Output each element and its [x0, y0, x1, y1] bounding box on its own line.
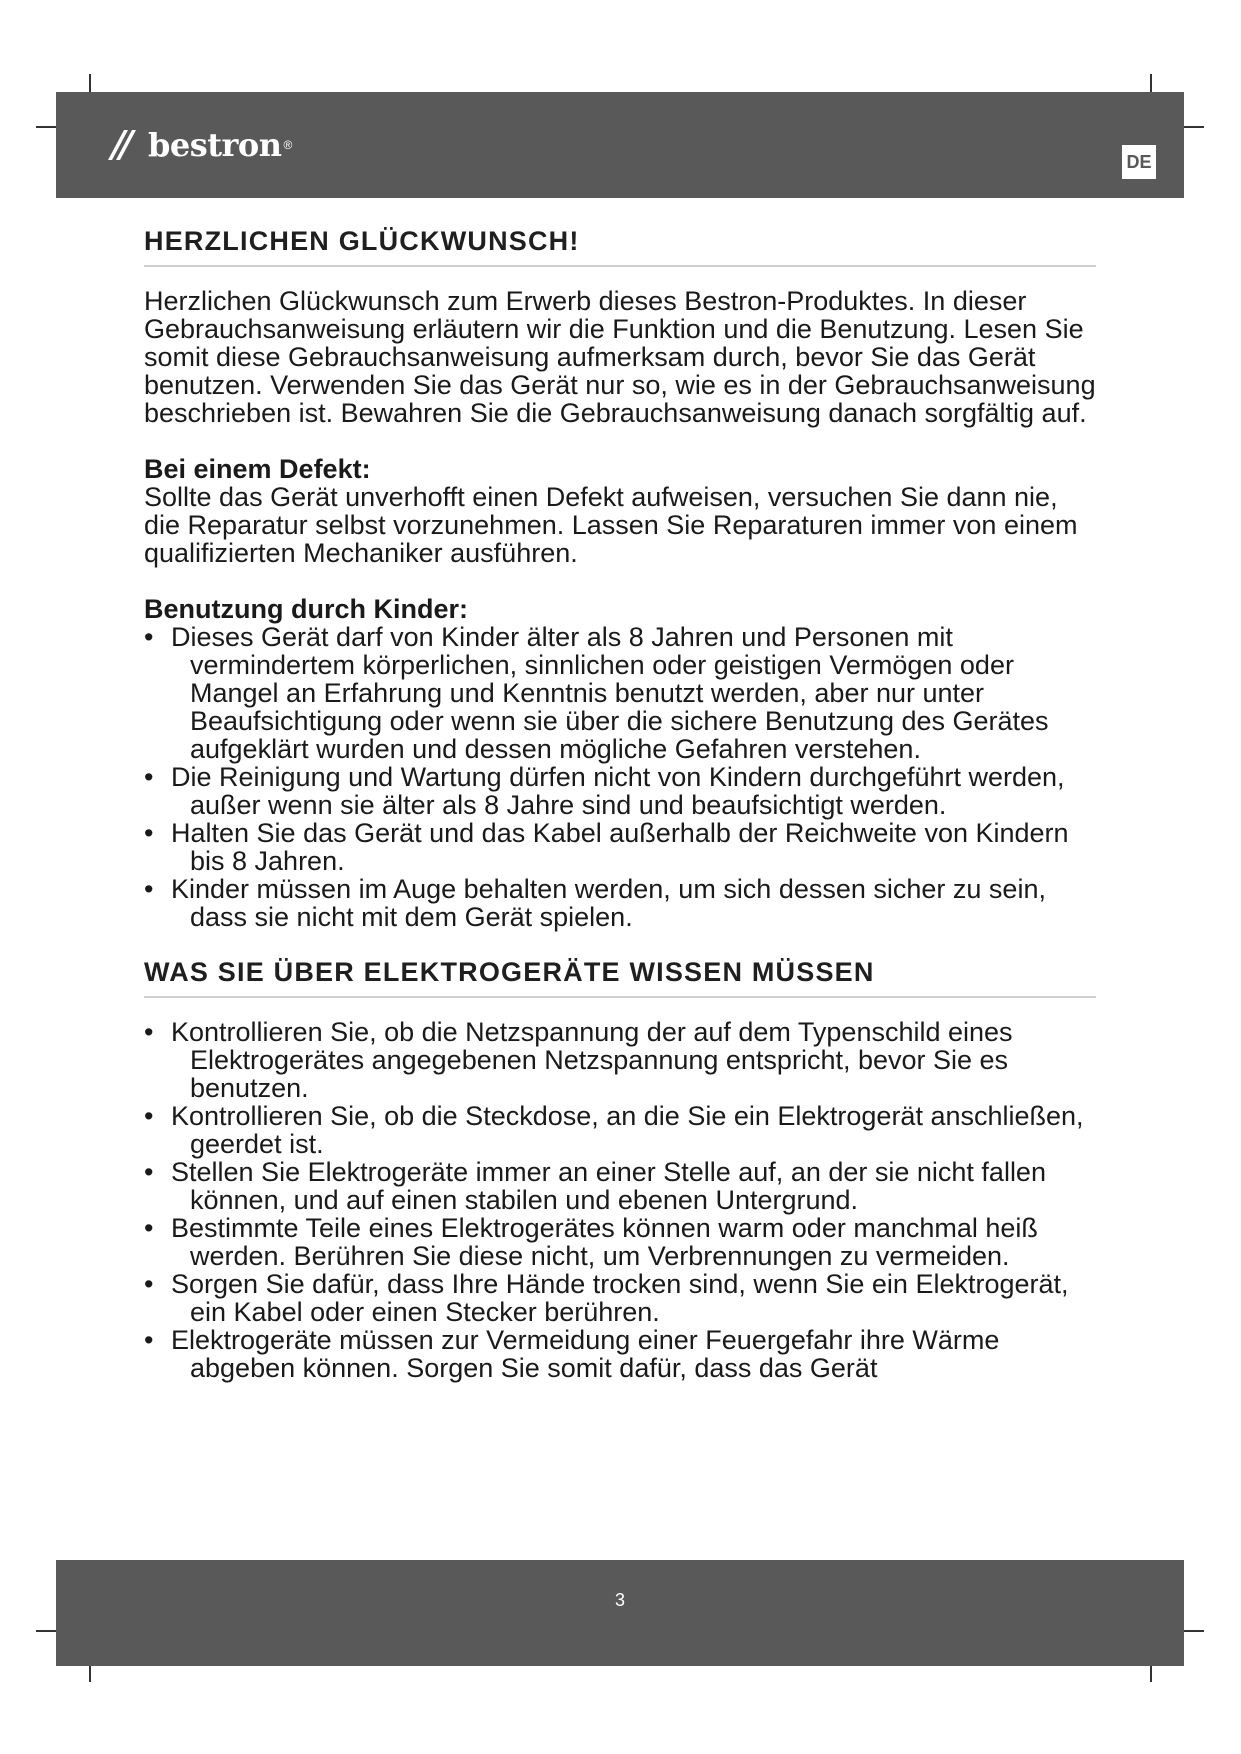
defect-heading: Bei einem Defekt:: [144, 454, 371, 484]
list-item: • Kontrollieren Sie, ob die Netzspannung der auf dem Typenschild eines Elektrogerätes angegebenen Netzspannung entspricht, bevor Sie es benutzen.: [144, 1018, 1096, 1102]
brand-name: bestron: [148, 126, 282, 164]
page-number: 3: [614, 1590, 625, 1610]
section-title-congratulations: HERZLICHEN GLÜCKWUNSCH!: [144, 226, 1096, 267]
list-item: • Kinder müssen im Auge behalten werden, um sich dessen sicher zu sein, dass sie nicht mit dem Gerät spielen.: [144, 875, 1096, 931]
list-item: • Halten Sie das Gerät und das Kabel außerhalb der Reichweite von Kindern bis 8 Jahren.: [144, 819, 1096, 875]
brand-logo: [106, 122, 292, 168]
defect-paragraph: Sollte das Gerät unverhofft einen Defekt aufweisen, versuchen Sie dann nie, die Reparatur selbst vorzunehmen. Lassen Sie Reparaturen immer von einem qualifizierten Mechaniker ausführen.: [144, 482, 1078, 568]
page-footer: [56, 1560, 1184, 1666]
list-item: • Die Reinigung und Wartung dürfen nicht von Kindern durchgeführt werden, außer wenn sie älter als 8 Jahre sind und beaufsichtigt werden.: [144, 763, 1096, 819]
chevron-logo-icon: [106, 128, 142, 162]
electrical-list: [144, 1018, 1096, 1382]
list-item: • Kontrollieren Sie, ob die Steckdose, an die Sie ein Elektrogerät anschließen, geerdet ist.: [144, 1102, 1096, 1158]
page-header: [56, 92, 1184, 198]
list-item: • Bestimmte Teile eines Elektrogerätes können warm oder manchmal heiß werden. Berühren Sie diese nicht, um Verbrennungen zu vermeiden.: [144, 1214, 1096, 1270]
page-content: [144, 226, 1096, 1382]
intro-paragraph: Herzlichen Glückwunsch zum Erwerb dieses Bestron-Produktes. In dieser Gebrauchsanweisung erläutern wir die Funktion und die Benutzung. Lesen Sie somit diese Gebrauchsanweisung aufmerksam durch, bevor Sie das Gerät benutzen. Verwenden Sie das Gerät nur so, wie es in der Gebrauchsanweisung beschrieben ist. Bewahren Sie die Gebrauchsanweisung danach sorgfältig auf.: [144, 286, 1096, 428]
registered-mark: ®: [283, 138, 293, 152]
language-badge: DE: [1122, 145, 1156, 179]
section-title-electrical: WAS SIE ÜBER ELEKTROGERÄTE WISSEN MÜSSEN: [144, 957, 1096, 998]
list-item: • Sorgen Sie dafür, dass Ihre Hände trocken sind, wenn Sie ein Elektrogerät, ein Kabel oder einen Stecker berühren.: [144, 1270, 1096, 1326]
children-heading: Benutzung durch Kinder:: [144, 594, 468, 624]
list-item: • Elektrogeräte müssen zur Vermeidung einer Feuergefahr ihre Wärme abgeben können. Sorgen Sie somit dafür, dass das Gerät: [144, 1326, 1096, 1382]
list-item: • Stellen Sie Elektrogeräte immer an einer Stelle auf, an der sie nicht fallen können, und auf einen stabilen und ebenen Untergrund.: [144, 1158, 1096, 1214]
list-item: • Dieses Gerät darf von Kinder älter als 8 Jahren und Personen mit vermindertem körperlichen, sinnlichen oder geistigen Vermögen oder Mangel an Erfahrung und Kenntnis benutzt werden, aber nur unter Beaufsichtigung oder wenn sie über die sichere Benutzung des Gerätes aufgeklärt wurden und dessen mögliche Gefahren verstehen.: [144, 623, 1096, 763]
children-list: [144, 623, 1096, 931]
